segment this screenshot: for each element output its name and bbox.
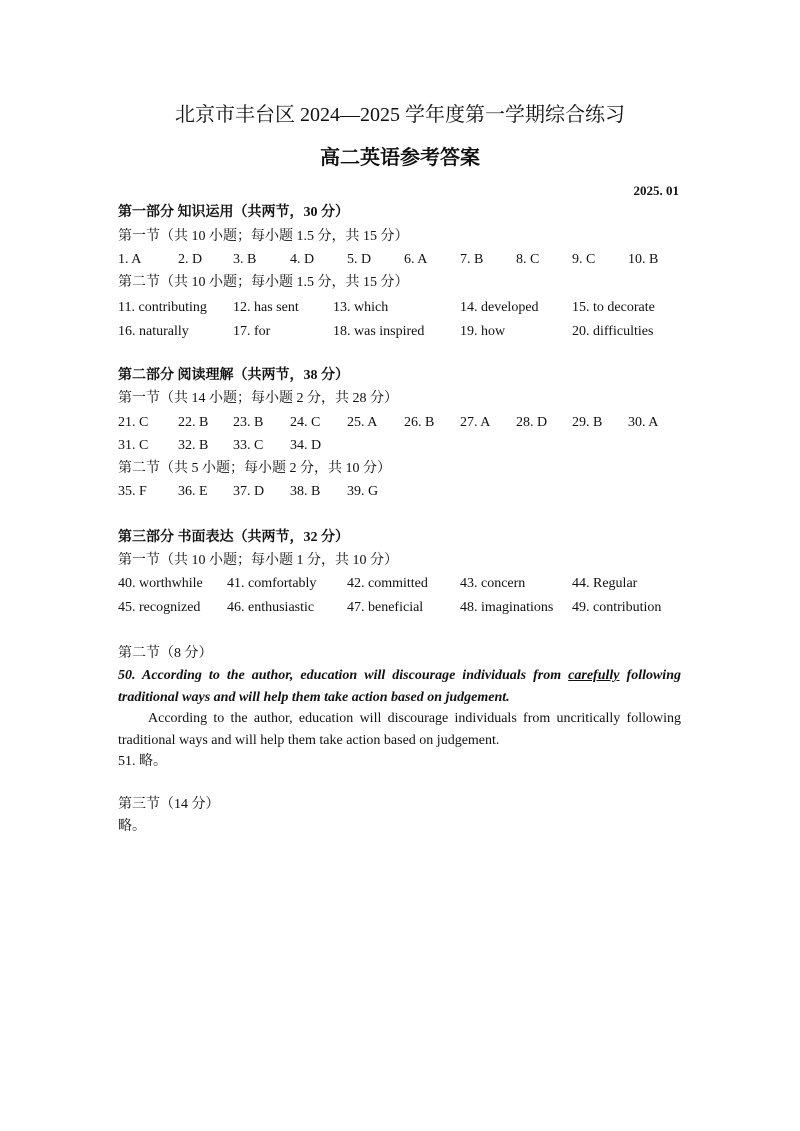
answer-item: 5. D <box>347 252 372 267</box>
part1-heading: 第一部分 知识运用（共两节，30 分） <box>118 205 349 220</box>
answer-item: 33. C <box>233 438 264 453</box>
question-50-underlined-word: carefully <box>568 668 620 683</box>
answer-item: 48. imaginations <box>460 600 554 615</box>
part2-heading: 第二部分 阅读理解（共两节，38 分） <box>118 368 349 383</box>
answer-item: 12. has sent <box>233 300 299 315</box>
question-50-text-end: following traditional ways and will help them take action based on judgement. <box>118 668 681 705</box>
part1-section2-heading: 第二节（共 10 小题；每小题 1.5 分，共 15 分） <box>118 275 409 290</box>
part2-section1-heading: 第一节（共 14 小题；每小题 2 分，共 28 分） <box>118 391 398 406</box>
answer-item: 24. C <box>290 415 321 430</box>
question-50-text: 50. According to the author, education will discourage individuals from <box>118 668 569 683</box>
answer-item: 36. E <box>178 484 208 499</box>
question-50-answer: According to the author, education will discourage individuals from uncritically following traditional ways and will help them take action based on judgement. <box>118 711 681 748</box>
answer-item: 46. enthusiastic <box>227 600 315 615</box>
answer-item: 14. developed <box>460 300 539 315</box>
answer-item: 30. A <box>628 415 659 430</box>
answer-item: 3. B <box>233 252 257 267</box>
answer-item: 25. A <box>347 415 378 430</box>
answer-item: 6. A <box>404 252 428 267</box>
document-date: 2025. 01 <box>633 183 679 198</box>
document-title: 北京市丰台区 2024—2025 学年度第一学期综合练习 <box>175 104 625 126</box>
answer-item: 32. B <box>178 438 209 453</box>
answer-item: 31. C <box>118 438 149 453</box>
answer-item: 15. to decorate <box>572 300 655 315</box>
answer-item: 44. Regular <box>572 576 638 591</box>
part3-section3-answer: 略。 <box>118 819 146 834</box>
answer-item: 26. B <box>404 415 435 430</box>
answer-item: 10. B <box>628 252 659 267</box>
answer-item: 18. was inspired <box>333 324 425 339</box>
answer-item: 28. D <box>516 415 548 430</box>
answer-item: 49. contribution <box>572 600 662 615</box>
answer-item: 43. concern <box>460 576 526 591</box>
part3-section1-heading: 第一节（共 10 小题；每小题 1 分，共 10 分） <box>118 553 398 568</box>
answer-item: 13. which <box>333 300 389 315</box>
answer-item: 19. how <box>460 324 506 339</box>
answer-item: 9. C <box>572 252 596 267</box>
document-subtitle: 高二英语参考答案 <box>320 147 480 169</box>
answer-item: 38. B <box>290 484 321 499</box>
answer-item: 39. G <box>347 484 379 499</box>
answer-item: 23. B <box>233 415 264 430</box>
part3-section3-heading: 第三节（14 分） <box>118 797 220 812</box>
answer-item: 47. beneficial <box>347 600 424 615</box>
answer-item: 42. committed <box>347 576 428 591</box>
answer-item: 27. A <box>460 415 491 430</box>
answer-item: 1. A <box>118 252 142 267</box>
part1-section1-heading: 第一节（共 10 小题；每小题 1.5 分，共 15 分） <box>118 229 409 244</box>
answer-item: 29. B <box>572 415 603 430</box>
question-51-answer: 51. 略。 <box>118 754 167 769</box>
part3-section2-heading: 第二节（8 分） <box>118 646 213 661</box>
answer-item: 2. D <box>178 252 203 267</box>
answer-item: 7. B <box>460 252 484 267</box>
answer-item: 4. D <box>290 252 315 267</box>
part2-section2-heading: 第二节（共 5 小题；每小题 2 分，共 10 分） <box>118 461 391 476</box>
answer-item: 8. C <box>516 252 540 267</box>
answer-item: 40. worthwhile <box>118 576 203 591</box>
answer-item: 45. recognized <box>118 600 201 615</box>
answer-item: 34. D <box>290 438 322 453</box>
answer-item: 22. B <box>178 415 209 430</box>
question-50 <box>118 665 681 709</box>
answer-item: 37. D <box>233 484 265 499</box>
answer-item: 17. for <box>233 324 271 339</box>
answer-item: 21. C <box>118 415 149 430</box>
answer-item: 20. difficulties <box>572 324 654 339</box>
answer-item: 35. F <box>118 484 147 499</box>
answer-item: 16. naturally <box>118 324 189 339</box>
answer-item: 11. contributing <box>118 300 207 315</box>
answer-item: 41. comfortably <box>227 576 317 591</box>
part3-heading: 第三部分 书面表达（共两节，32 分） <box>118 530 349 545</box>
